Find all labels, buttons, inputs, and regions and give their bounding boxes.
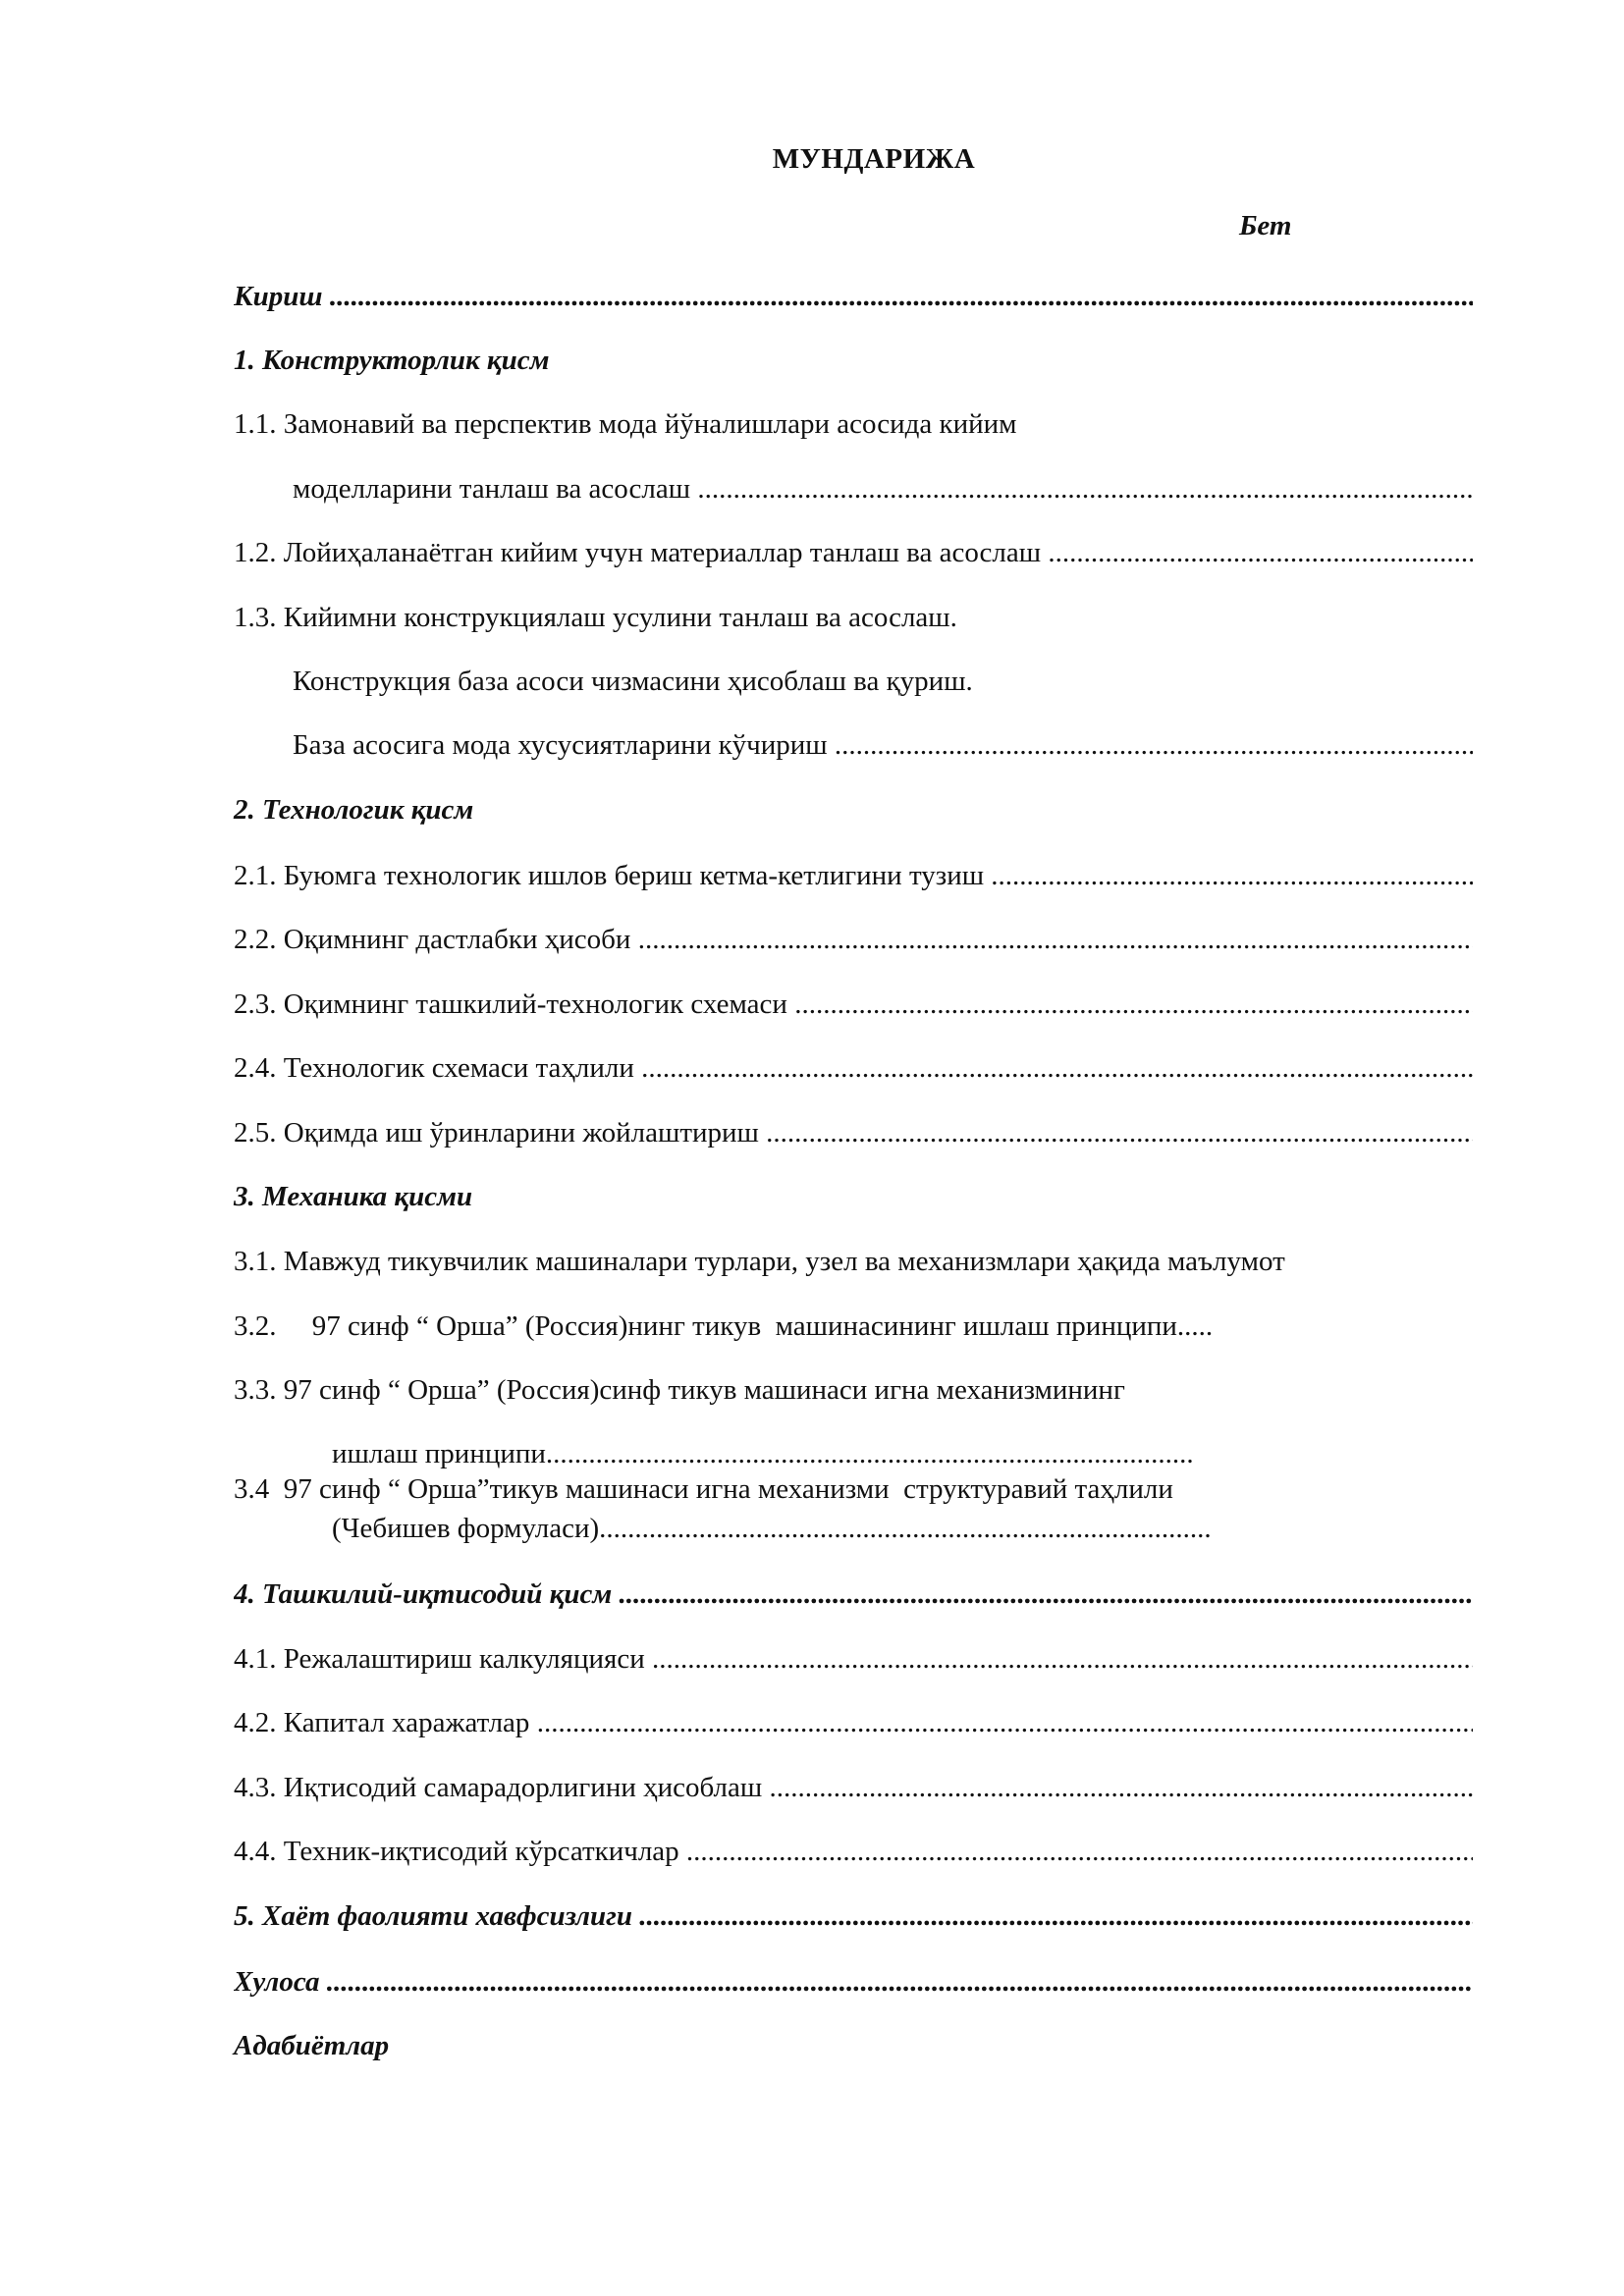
toc-entry: 3.3. 97 синф “ Орша” (Россия)синф тикув машинаси игна механизмининг: [234, 1374, 1125, 1406]
page-column-label: Бет: [1239, 210, 1292, 241]
toc-entry: 4.3. Иқтисодий самарадорлигини ҳисоблаш .....: [234, 1769, 1473, 1806]
toc-entry: 4.1. Режалаштириш калкуляцияси .....: [234, 1640, 1473, 1678]
toc-entry-intro: Кириш .....: [234, 278, 1473, 315]
toc-entry: 3.2. 97 синф “ Орша” (Россия)нинг тикув машинасининг ишлаш принципи.....: [234, 1310, 1214, 1342]
toc-entry: 1.3. Кийимни конструкциялаш усулини танлаш ва асослаш.: [234, 602, 957, 633]
toc-section-heading: 2. Технологик қисм: [234, 794, 474, 826]
toc-entry: 2.5. Оқимда иш ўринларини жойлаштириш .....: [234, 1114, 1473, 1151]
toc-entry: 3.4 97 синф “ Орша”тикув машинаси игна механизми структуравий таҳлили: [234, 1473, 1173, 1505]
toc-entry: 2.1. Буюмга технологик ишлов бериш кетма-кетлигини тузиш .....: [234, 857, 1473, 894]
toc-entry: 2.3. Оқимнинг ташкилий-технологик схемаси .....: [234, 986, 1473, 1023]
toc-section-heading: 1. Конструкторлик қисм: [234, 345, 550, 376]
toc-entry: 1.2. Лойиҳаланаётган кийим учун материаллар танлаш ва асослаш .....: [234, 534, 1473, 571]
toc-entry: моделларини танлаш ва асослаш .....: [293, 470, 1473, 507]
toc-entry: 2.4. Технологик схемаси таҳлили .....: [234, 1049, 1473, 1087]
toc-section-heading: 3. Механика қисми: [234, 1181, 473, 1212]
toc-section-heading: 5. Хаёт фаолияти хавфсизлиги .....: [234, 1897, 1473, 1935]
toc-entry-conclusion: Хулоса .....: [234, 1963, 1473, 2001]
toc-entry: База асосига мода хусусиятларини кўчириш .....: [293, 726, 1473, 764]
toc-entry: 2.2. Оқимнинг дастлабки ҳисоби .....: [234, 921, 1473, 958]
toc-entry: 1.1. Замонавий ва перспектив мода йўналишлари асосида кийим: [234, 408, 1017, 440]
toc-entry: (Чебишев формуласи)......................................................................................: [332, 1513, 1212, 1544]
toc-entry: 4.4. Техник-иқтисодий кўрсаткичлар .....: [234, 1833, 1473, 1870]
page-title: МУНДАРИЖА: [772, 143, 976, 175]
toc-entry: Конструкция база асоси чизмасини ҳисоблаш ва қуриш.: [293, 666, 973, 697]
toc-entry: 3.1. Мавжуд тикувчилик машиналари турлари, узел ва механизмлари ҳақида маълумот: [234, 1246, 1285, 1277]
toc-entry-references: Адабиётлар: [234, 2030, 390, 2061]
toc-section-heading: 4. Ташкилий-иқтисодий қисм .....: [234, 1575, 1473, 1613]
toc-entry: ишлаш принципи...........................................................................................: [332, 1438, 1194, 1469]
toc-entry: 4.2. Капитал харажатлар .....: [234, 1704, 1473, 1741]
